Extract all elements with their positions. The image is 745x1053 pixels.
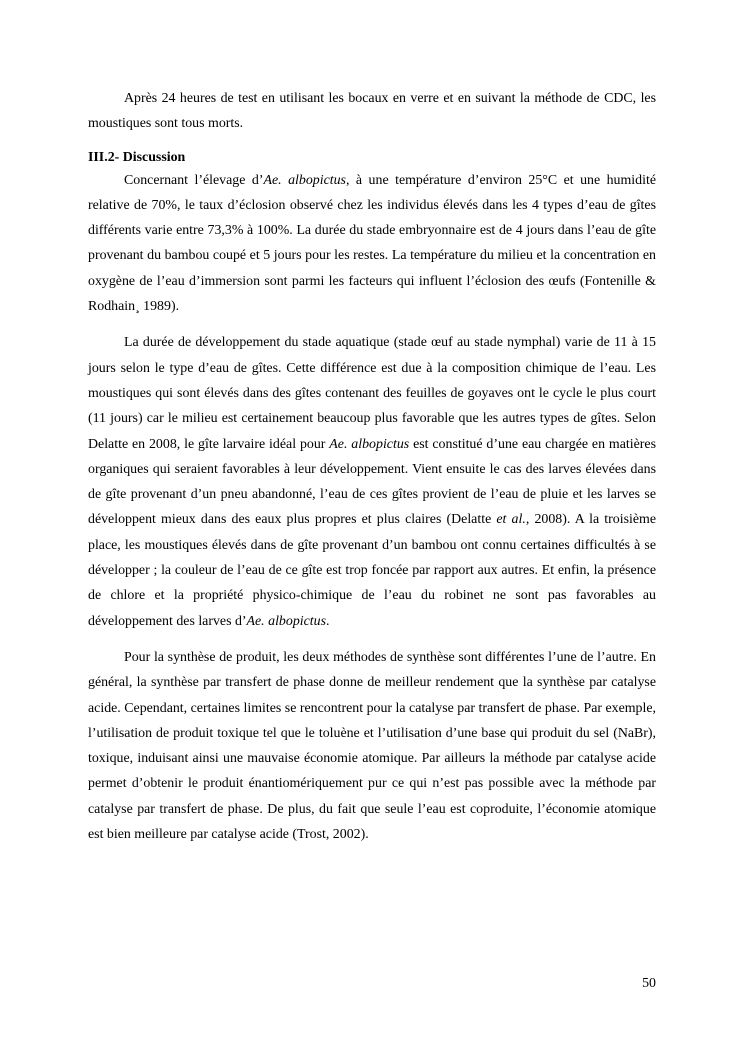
paragraph-text: , 2008). A la troisième place, les moustiques élevés dans de gîte provenant d’un bambou ont connu certaines difficultés à se développer ; la couleur de l’eau de ce gîte est trop foncée par rapport aux autres. Et enfin, la présence de chlore et la propriété physico-chimique de l’eau du robinet ne sont pas favorables au développement des larves d’ bbox=[88, 512, 656, 629]
paragraph-text: La durée de développement du stade aquatique (stade œuf au stade nymphal) varie de 11 à 15 jours selon le type d’eau de gîtes. Cette différence est due à la composition chimique de l’eau. Les moustiques qui sont élevés dans des gîtes contenant des feuilles de goyaves ont le cycle le plus court (11 jours) car le milieu est certainement beaucoup plus favorable que les autres types de gîtes. Selon Delatte en 2008, le gîte larvaire idéal pour bbox=[88, 335, 656, 452]
paragraph-text: Concernant l’élevage d’ bbox=[124, 172, 264, 188]
paragraph-synthesis: Pour la synthèse de produit, les deux méthodes de synthèse sont différentes l’une de l’autre. En général, la synthèse par transfert de phase donne de meilleur rendement que la synthèse par catalyse acide. Cependant, certaines limites se rencontrent pour la catalyse par transfert de phase. Par exemple, l’utilisation de produit toxique tel que le toluène et l’utilisation d’une base qui produit du sel (NaBr), toxique, induisant ainsi une mauvaise économie atomique. Par ailleurs la méthode par catalyse acide permet d’obtenir le produit énantiomériquement pur ce qui n’est pas possible avec la méthode par catalyse par transfert de phase. De plus, du fait que seule l’eau est coproduite, l’économie atomique est bien meilleure par catalyse acide (Trost, 2002). bbox=[88, 649, 656, 843]
citation-et-al: et al. bbox=[496, 512, 526, 528]
species-name: Ae. albopictus bbox=[246, 613, 327, 629]
species-name: Ae. albopictus bbox=[329, 436, 410, 452]
paragraph-rearing bbox=[88, 168, 656, 320]
paragraph-test-results: Après 24 heures de test en utilisant les bocaux en verre et en suivant la méthode de CDC, les moustiques sont tous morts. bbox=[88, 91, 656, 132]
paragraph-text: , à une température d’environ 25°C et une humidité relative de 70%, le taux d’éclosion observé chez les individus élevés dans les 4 types d’eau de gîtes différents varie entre 73,3% à 100%. La durée du stade embryonnaire est de 4 jours dans l’eau de gîte provenant du bambou coupé et 5 jours pour les restes. La température du milieu et la concentration en oxygène de l’eau d’immersion sont parmi les facteurs qui influent l’éclosion des œufs (Fontenille & Rodhain¸ 1989). bbox=[88, 172, 656, 315]
paragraph-text: est constitué d’une eau chargée en matières organiques qui seraient favorables à leur développement. Vient ensuite le cas des larves élevées dans de gîte provenant d’un pneu abandonné, l’eau de ces gîtes provient de l’eau de pluie et les larves se développent mieux dans des eaux plus propres et plus claires (Delatte bbox=[88, 436, 656, 528]
document-page bbox=[88, 86, 656, 847]
species-name: Ae. albopictus bbox=[263, 172, 346, 188]
page-number: 50 bbox=[642, 976, 656, 991]
section-heading-discussion: III.2- Discussion bbox=[88, 149, 186, 165]
paragraph-development bbox=[88, 330, 656, 634]
paragraph-text: . bbox=[326, 613, 330, 629]
